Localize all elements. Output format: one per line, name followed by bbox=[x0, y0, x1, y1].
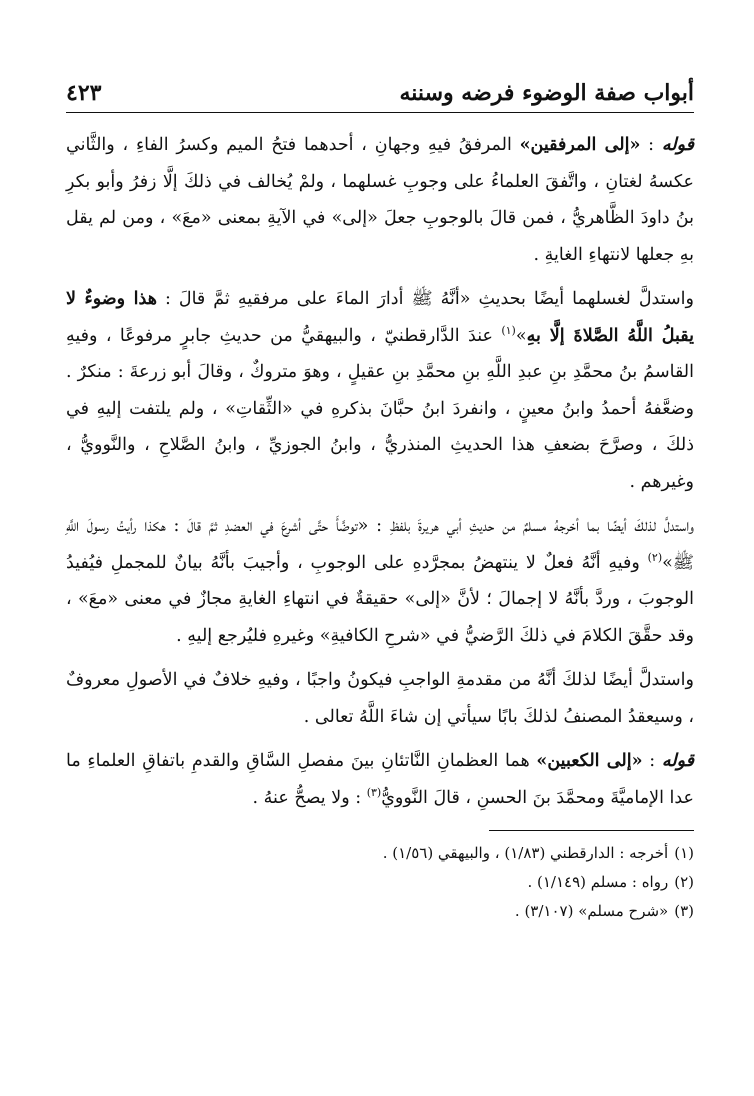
paragraph-muslim-hadith bbox=[66, 508, 694, 654]
hadith-quote: هذا وضوءٌ لا يقبلُ اللَّهُ الصَّلاةَ إلَّا بهِ bbox=[66, 289, 694, 346]
footnote-text: «شرح مسلم» (٣/١٠٧) . bbox=[514, 902, 669, 920]
paragraph-text: : ولا يصحُّ عنهُ . bbox=[252, 787, 367, 808]
paragraph-text: هما العظمانِ النَّاتئانِ بينَ مفصلِ السَّاقِ والقدمِ باتفاقِ العلماءِ ما عدا الإماميَّةَ ومحمَّدَ بنَ الحسنِ ، قالَ النَّوويُّ bbox=[66, 751, 694, 808]
main-text bbox=[66, 127, 694, 816]
footnote-divider bbox=[489, 830, 694, 831]
running-header bbox=[66, 78, 694, 113]
lemma-label: قوله bbox=[661, 751, 694, 771]
footnote-3 bbox=[66, 897, 694, 926]
lemma-colon: : bbox=[642, 751, 662, 771]
footnote-2 bbox=[66, 868, 694, 897]
lemma-colon: : bbox=[640, 135, 662, 155]
lemma-term: «إلى الكعبين» bbox=[536, 751, 643, 771]
paragraph-text: واستدلَّ أيضًا لذلكَ أنَّهُ من مقدمةِ الواجبِ فيكونُ واجبًا ، وفيهِ خلافٌ في الأصولِ معروفٌ ، وسيعقدُ المصنفُ لذلكَ بابًا سيأتي إن شاءَ اللَّهُ تعالى . bbox=[66, 670, 694, 727]
paragraph-daraqutni-hadith bbox=[66, 281, 694, 500]
paragraph-obligation-premise bbox=[66, 662, 694, 735]
paragraph-text: واستدلَّ لغسلهما أيضًا بحديثِ «أنَّهُ ﷺ أدارَ الماءَ على مرفقيهِ ثمَّ قالَ : bbox=[156, 289, 694, 309]
footnote-1 bbox=[66, 839, 694, 868]
footnote-text: أخرجه : الدارقطني (١/٨٣) ، والبيهقي (١/٥٦) . bbox=[382, 844, 669, 862]
footnote-ref-2[interactable]: (٢) bbox=[647, 550, 663, 564]
footnote-ref-1[interactable]: (١) bbox=[501, 323, 516, 337]
lemma-label: قوله bbox=[661, 135, 694, 155]
footnotes bbox=[66, 839, 694, 926]
footnote-text: رواه : مسلم (١/١٤٩) . bbox=[527, 873, 669, 891]
paragraph-text: واستدلَّ لذلكَ أيضًا بما أخرجهُ مسلمٌ من حديثِ أبي هريرةَ بلفظِ : «توضَّأَ حتَّى أشرعَ في العضدِ ثمَّ قالَ : هكذا رأيتُ رسولَ اللَّهِ ﷺ» bbox=[66, 516, 694, 573]
footnote-number: (٢) bbox=[674, 873, 694, 891]
footnote-ref-3[interactable]: (٣) bbox=[366, 785, 382, 799]
paragraph-ankles bbox=[66, 743, 694, 816]
paragraph-elbows bbox=[66, 127, 694, 273]
lemma-term: «إلى المرفقين» bbox=[519, 135, 641, 155]
chapter-title: أبواب صفة الوضوء فرضه وسننه bbox=[399, 80, 694, 106]
book-page bbox=[66, 78, 694, 926]
footnote-number: (٣) bbox=[674, 902, 694, 920]
paragraph-text: المرفقُ فيهِ وجهانِ ، أحدهما فتحُ الميم وكسرُ الفاءِ ، والثَّاني عكسهُ لغتانِ ، واتَّفقَ العلماءُ على وجوبِ غسلهما ، ولمْ يُخالف في ذلكَ إلَّا زفرُ وأبو بكرِ بنُ داودَ الظَّاهريُّ ، فمن قالَ بالوجوبِ جعلَ «إلى» في الآيةِ بمعنى «معَ» ، ومن لم يقل بهِ جعلها لانتهاءِ الغايةِ . bbox=[66, 135, 694, 265]
footnote-number: (١) bbox=[674, 844, 694, 862]
paragraph-text: وفيهِ أنَّهُ فعلٌ لا ينتهضُ بمجرَّدهِ على الوجوبِ ، وأجيبَ بأنَّهُ بيانٌ للمجملِ فيُفيدُ الوجوبَ ، وردَّ بأنَّهُ لا إجمالَ ؛ لأنَّ «إلى» حقيقةٌ في انتهاءِ الغايةِ مجازٌ في معنى «معَ» ، وقد حقَّقَ الكلامَ في ذلكَ الرَّضيُّ في «شرحِ الكافيةِ» وغيرهِ فليُرجع إليهِ . bbox=[66, 552, 694, 646]
page-number: ٤٢٣ bbox=[66, 80, 102, 106]
paragraph-text: عندَ الدَّارقطنيّ ، والبيهقيُّ من حديثِ جابرٍ مرفوعًا ، وفيهِ القاسمُ بنُ محمَّدِ بنِ عبدِ اللَّهِ بنِ محمَّدِ بنِ عقيلٍ ، وهوَ متروكٌ ، وقالَ أبو زرعةَ : منكرٌ . وضعَّفهُ أحمدُ وابنُ معينٍ ، وانفردَ ابنُ حبَّانَ بذكرهِ في «الثِّقاتِ» ، ولم يلتفت إليهِ في ذلكَ ، وصرَّحَ بضعفِ هذا الحديثِ المنذريُّ ، وابنُ الجوزيِّ ، وابنُ الصَّلاحِ ، والنَّوويُّ ، وغيرهم . bbox=[66, 325, 694, 492]
quote-close: » bbox=[515, 325, 527, 346]
